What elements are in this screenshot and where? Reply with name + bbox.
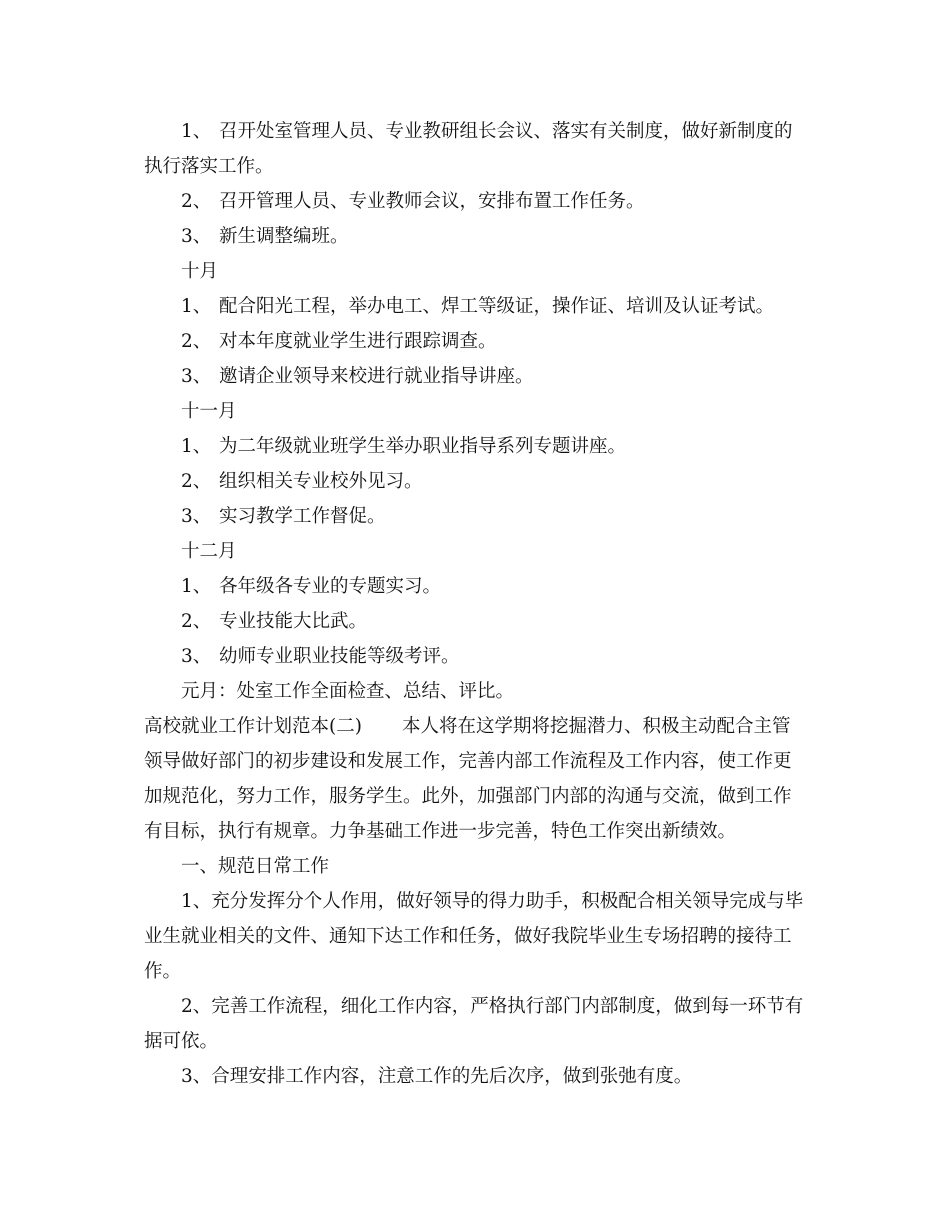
list-item xyxy=(144,184,804,219)
item-number: 3 xyxy=(181,646,193,667)
item-separator: 、 xyxy=(192,436,212,457)
list-item xyxy=(144,324,804,359)
item-separator: 、 xyxy=(192,576,212,597)
item-text: 幼师专业职业技能等级考评。 xyxy=(219,646,460,667)
item-separator: 、 xyxy=(192,121,212,142)
item-text: 配合阳光工程，举办电工、焊工等级证，操作证、培训及认证考试。 xyxy=(219,296,775,317)
list-item xyxy=(144,219,804,254)
section-point: 1、充分发挥分个人作用，做好领导的得力助手，积极配合相关领导完成与毕业生就业相关的文件、通知下达工作和任务，做好我院毕业生专场招聘的接待工作。 xyxy=(144,891,804,982)
item-separator: 、 xyxy=(192,366,212,387)
item-number: 2 xyxy=(181,611,193,632)
list-item xyxy=(144,359,804,394)
item-separator: 、 xyxy=(192,471,212,492)
item-separator: 、 xyxy=(192,506,212,527)
list-item xyxy=(144,569,804,604)
list-item xyxy=(144,289,804,324)
item-text: 新生调整编班。 xyxy=(219,226,349,247)
month-heading-november: 十一月 xyxy=(181,401,237,422)
item-text: 实习教学工作督促。 xyxy=(219,506,386,527)
item-number: 1 xyxy=(181,576,193,597)
list-item xyxy=(144,429,804,464)
item-text: 为二年级就业班学生举办职业指导系列专题讲座。 xyxy=(219,436,627,457)
january-summary: 元月：处室工作全面检查、总结、评比。 xyxy=(181,681,515,702)
list-item xyxy=(144,639,804,674)
list-item xyxy=(144,464,804,499)
item-text: 邀请企业领导来校进行就业指导讲座。 xyxy=(219,366,534,387)
item-number: 3 xyxy=(181,506,193,527)
item-separator: 、 xyxy=(192,611,212,632)
document-body xyxy=(144,114,804,1094)
section-point: 3、合理安排工作内容，注意工作的先后次序，做到张弛有度。 xyxy=(181,1066,693,1087)
section-point: 2、完善工作流程，细化工作内容，严格执行部门内部制度，做到每一环节有据可依。 xyxy=(144,996,804,1052)
item-number: 1 xyxy=(181,296,193,317)
item-separator: 、 xyxy=(192,226,212,247)
item-number: 3 xyxy=(181,366,193,387)
month-heading-october: 十月 xyxy=(181,261,219,282)
item-text: 各年级各专业的专题实习。 xyxy=(219,576,442,597)
sample2-title: 高校就业工作计划范本(二) xyxy=(144,716,362,737)
section-heading: 一、规范日常工作 xyxy=(181,856,330,877)
item-number: 2 xyxy=(181,331,193,352)
month-heading-december: 十二月 xyxy=(181,541,237,562)
item-text: 对本年度就业学生进行跟踪调查。 xyxy=(219,331,497,352)
item-separator: 、 xyxy=(192,331,212,352)
item-separator: 、 xyxy=(192,296,212,317)
item-text: 专业技能大比武。 xyxy=(219,611,368,632)
item-number: 2 xyxy=(181,471,193,492)
item-number: 1 xyxy=(181,436,193,457)
item-separator: 、 xyxy=(192,191,212,212)
item-number: 1 xyxy=(181,121,193,142)
sample2-intro: 本人将在这学期将挖掘潜力、积极主动配合主管领导做好部门的初步建设和发展工作，完善内部工作流程及工作内容，使工作更加规范化，努力工作，服务学生。此外，加强部门内部的沟通与交流，做到工作有目标，执行有规章。力争基础工作进一步完善，特色工作突出新绩效。 xyxy=(144,716,792,842)
item-number: 3 xyxy=(181,226,193,247)
list-item xyxy=(144,499,804,534)
item-number: 2 xyxy=(181,191,193,212)
item-text: 召开处室管理人员、专业教研组长会议、落实有关制度，做好新制度的执行落实工作。 xyxy=(144,121,793,177)
item-separator: 、 xyxy=(192,646,212,667)
list-item xyxy=(144,114,804,184)
list-item xyxy=(144,604,804,639)
item-text: 组织相关专业校外见习。 xyxy=(219,471,423,492)
item-text: 召开管理人员、专业教师会议，安排布置工作任务。 xyxy=(219,191,645,212)
sample2-paragraph xyxy=(144,709,804,849)
